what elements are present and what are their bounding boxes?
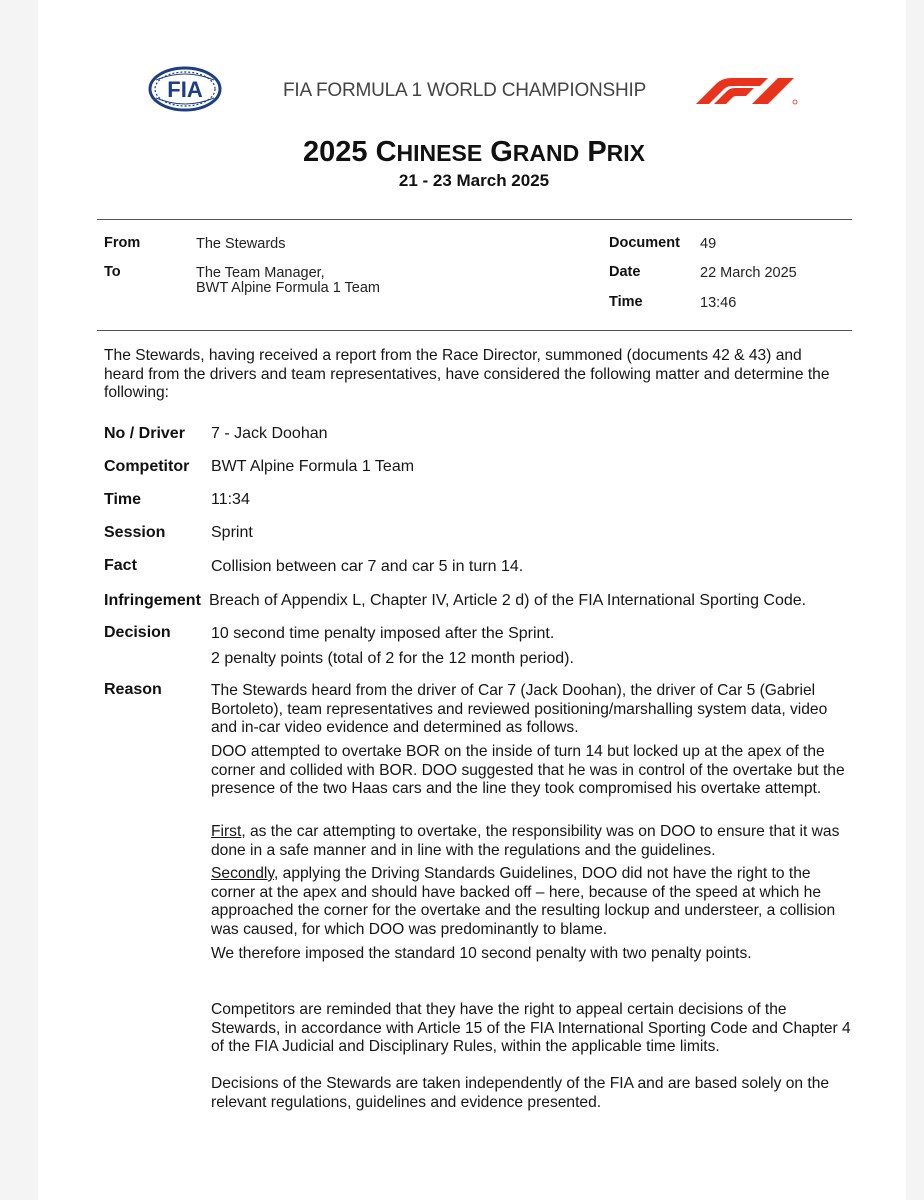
appeal-notice: Competitors are reminded that they have the right to appeal certain decisions of the Stewards, in accordance with Article 15 of the FIA International Sporting Code and Chapter 4 of the FIA Judicial and Disciplinary Rules, within the applicable time limits.: [211, 1001, 851, 1055]
championship-title: FIA FORMULA 1 WORLD CHAMPIONSHIP: [283, 80, 647, 101]
intro-paragraph: The Stewards, having received a report from the Race Director, summoned (documents 42 & 43) and heard from the drivers and team representatives, have considered the following matter and determine the following:: [104, 347, 830, 401]
fia-logo: [148, 66, 222, 112]
reason-paragraph-3: First, as the car attempting to overtake, the responsibility was on DOO to ensure that it was done in a safe manner and in line with the regulations and the guidelines.: [211, 823, 840, 859]
fact-label: Fact: [104, 557, 137, 574]
date-value: 22 March 2025: [700, 265, 797, 281]
reason-paragraph-1: The Stewards heard from the driver of Car 7 (Jack Doohan), the driver of Car 5 (Gabriel Bortoleto), team representatives and reviewed positioning/marshalling system data, video and in-car video evidence and determined as follows.: [211, 682, 828, 736]
reason-paragraph-4: Secondly, applying the Driving Standards Guidelines, DOO did not have the right to the corner at the apex and should have backed off – here, because of the speed at which he approached the corner for the overtake and the resulting lockup and understeer, a collision was caused, for which DOO was predominantly to blame.: [211, 865, 836, 938]
from-label: From: [104, 235, 141, 251]
to-value-line2: BWT Alpine Formula 1 Team: [196, 280, 381, 296]
from-value: The Stewards: [196, 236, 286, 252]
to-label: To: [104, 264, 121, 280]
time-value: 13:46: [700, 295, 737, 311]
session-value: Sprint: [211, 524, 253, 541]
independence-notice: Decisions of the Stewards are taken independently of the FIA and are based solely on the relevant regulations, guidelines and evidence presented.: [211, 1075, 830, 1111]
incident-time-label: Time: [104, 491, 142, 508]
time-label: Time: [609, 294, 643, 310]
f1-logo: [694, 76, 800, 106]
to-value-line1: The Team Manager,: [196, 265, 325, 281]
document-number: 49: [700, 236, 717, 252]
meta-divider: [97, 330, 852, 331]
decision-line1: 10 second time penalty imposed after the Sprint.: [211, 625, 555, 642]
infringement-label: Infringement: [104, 592, 201, 609]
reason-paragraph-5: We therefore imposed the standard 10 second penalty with two penalty points.: [211, 945, 752, 962]
driver-value: 7 - Jack Doohan: [211, 425, 328, 442]
event-dates: 21 - 23 March 2025: [398, 171, 550, 190]
reason-paragraph-2: DOO attempted to overtake BOR on the inside of turn 14 but locked up at the apex of the corner and collided with BOR. DOO suggested that he was in control of the overtake but the presence of the two Haas cars and the line they took compromised his overtake attempt.: [211, 743, 845, 797]
incident-time-value: 11:34: [211, 491, 250, 508]
event-title: 2025 CHINESE GRAND PRIX: [303, 136, 645, 168]
document-label: Document: [609, 235, 680, 251]
competitor-label: Competitor: [104, 458, 190, 475]
driver-label: No / Driver: [104, 425, 185, 442]
session-label: Session: [104, 524, 166, 541]
fia-logo-text: FIA: [167, 77, 203, 102]
fact-value: Collision between car 7 and car 5 in turn 14.: [211, 558, 524, 575]
header-divider: [97, 219, 852, 220]
infringement-value: Breach of Appendix L, Chapter IV, Article 2 d) of the FIA International Sporting Code.: [209, 592, 807, 609]
decision-line2: 2 penalty points (total of 2 for the 12 month period).: [211, 650, 574, 667]
competitor-value: BWT Alpine Formula 1 Team: [211, 458, 415, 475]
reason-label: Reason: [104, 681, 162, 698]
decision-label: Decision: [104, 624, 171, 641]
date-label: Date: [609, 264, 641, 280]
